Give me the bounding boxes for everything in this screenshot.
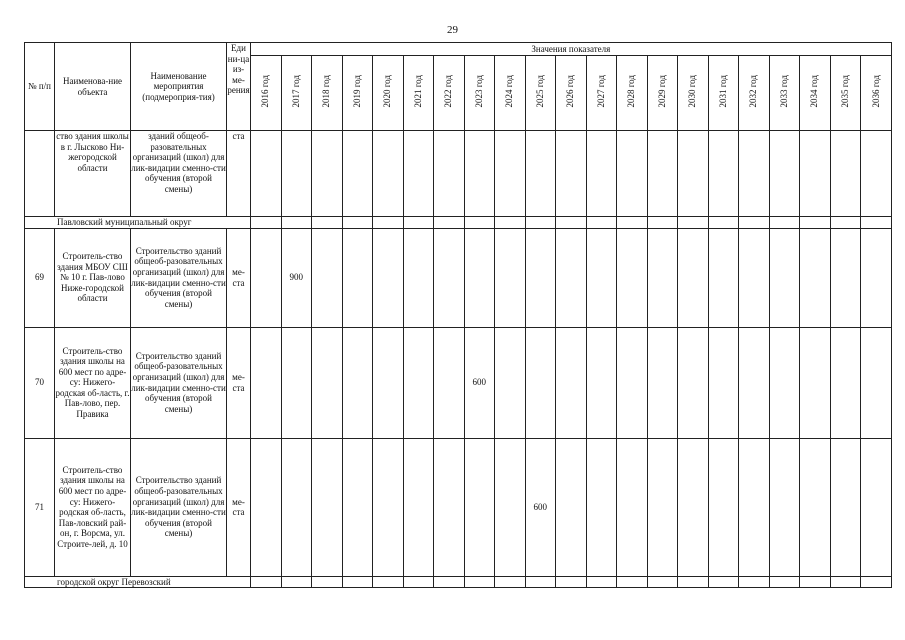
row-value	[556, 228, 587, 327]
row-value	[586, 131, 617, 217]
section-empty-cell	[312, 576, 343, 588]
row-value	[342, 131, 373, 217]
section-empty-cell	[586, 217, 617, 229]
section-empty-cell	[373, 576, 404, 588]
header-year	[281, 56, 312, 131]
section-empty-cell	[403, 217, 434, 229]
row-value	[647, 228, 678, 327]
row-value	[861, 131, 892, 217]
row-value: 900	[281, 228, 312, 327]
row-value	[495, 131, 526, 217]
row-value	[434, 228, 465, 327]
row-value	[495, 438, 526, 576]
row-unit: ме-ста	[227, 438, 251, 576]
row-num: 70	[25, 327, 55, 438]
row-value	[403, 131, 434, 217]
row-value	[464, 131, 495, 217]
header-year-label: 2020 год	[382, 75, 393, 108]
header-year	[525, 56, 556, 131]
header-year-label: 2027 год	[595, 75, 606, 108]
row-value	[251, 228, 282, 327]
section-empty-cell	[739, 217, 770, 229]
row-event: зданий общеоб-разовательных организаций (школ) для лик-видации сменно-сти обучения (второй смены)	[131, 131, 227, 217]
table-row	[25, 228, 892, 327]
row-value	[464, 228, 495, 327]
row-value	[830, 131, 861, 217]
row-value	[556, 438, 587, 576]
section-empty-cell	[464, 576, 495, 588]
section-empty-cell	[373, 217, 404, 229]
header-year	[739, 56, 770, 131]
section-empty-cell	[708, 217, 739, 229]
row-value	[617, 131, 648, 217]
row-value	[708, 228, 739, 327]
row-value	[800, 438, 831, 576]
header-year-label: 2025 год	[534, 75, 545, 108]
row-unit: ме-ста	[227, 327, 251, 438]
section-empty-cell	[464, 217, 495, 229]
row-value	[373, 228, 404, 327]
header-year-label: 2031 год	[717, 75, 728, 108]
row-value	[342, 438, 373, 576]
row-value	[678, 438, 709, 576]
row-value	[830, 438, 861, 576]
header-year-label: 2016 год	[260, 75, 271, 108]
header-year	[373, 56, 404, 131]
section-empty-cell	[495, 576, 526, 588]
header-object: Наименова-ние объекта	[55, 43, 131, 131]
header-year-label: 2029 год	[656, 75, 667, 108]
header-year-label: 2033 год	[778, 75, 789, 108]
header-year	[556, 56, 587, 131]
section-empty-cell	[251, 576, 282, 588]
section-empty-cell	[434, 576, 465, 588]
section-row-pavlovsky	[25, 217, 892, 229]
section-empty-cell	[403, 576, 434, 588]
header-year	[312, 56, 343, 131]
section-empty-cell	[708, 576, 739, 588]
row-value	[373, 131, 404, 217]
row-value	[678, 327, 709, 438]
header-year	[861, 56, 892, 131]
section-empty-cell	[251, 217, 282, 229]
header-year-label: 2022 год	[443, 75, 454, 108]
header-year	[342, 56, 373, 131]
row-value	[586, 327, 617, 438]
row-value	[708, 327, 739, 438]
header-year-label: 2021 год	[412, 75, 423, 108]
row-value	[647, 327, 678, 438]
row-value	[403, 438, 434, 576]
header-year-label: 2030 год	[687, 75, 698, 108]
row-value	[403, 327, 434, 438]
row-value	[708, 131, 739, 217]
section-empty-cell	[617, 217, 648, 229]
section-empty-cell	[830, 576, 861, 588]
row-unit: ме-ста	[227, 228, 251, 327]
row-value	[434, 327, 465, 438]
row-num	[25, 131, 55, 217]
row-value	[525, 131, 556, 217]
row-value	[556, 131, 587, 217]
header-year-label: 2024 год	[504, 75, 515, 108]
section-empty-cell	[281, 217, 312, 229]
row-value	[281, 438, 312, 576]
row-value	[312, 438, 343, 576]
section-row-perevozsky	[25, 576, 892, 588]
section-empty-cell	[556, 576, 587, 588]
row-value	[800, 228, 831, 327]
row-value	[251, 438, 282, 576]
row-value	[373, 438, 404, 576]
header-year	[678, 56, 709, 131]
row-value	[769, 438, 800, 576]
row-value	[617, 228, 648, 327]
row-value	[830, 327, 861, 438]
row-value	[525, 228, 556, 327]
row-value	[769, 131, 800, 217]
table-row	[25, 438, 892, 576]
row-value	[434, 438, 465, 576]
row-value	[739, 438, 770, 576]
section-empty-cell	[830, 217, 861, 229]
indicator-table	[24, 42, 892, 588]
row-value	[739, 131, 770, 217]
row-value	[800, 131, 831, 217]
row-value	[342, 327, 373, 438]
row-object: Строитель-ство здания МБОУ СШ № 10 г. Пав-лово Ниже-городской области	[55, 228, 131, 327]
section-empty-cell	[525, 576, 556, 588]
section-empty-cell	[769, 576, 800, 588]
section-empty-cell	[647, 576, 678, 588]
row-object: ство здания школы в г. Лысково Ни-жегородской области	[55, 131, 131, 217]
row-value	[373, 327, 404, 438]
header-year	[769, 56, 800, 131]
section-empty-cell	[525, 217, 556, 229]
row-value	[251, 327, 282, 438]
row-value	[312, 327, 343, 438]
section-empty-cell	[617, 576, 648, 588]
header-year	[708, 56, 739, 131]
page-number: 29	[447, 24, 458, 36]
header-year	[647, 56, 678, 131]
section-title: городской округ Перевозский	[25, 576, 251, 588]
row-value	[647, 438, 678, 576]
header-year-label: 2028 год	[626, 75, 637, 108]
row-value	[708, 438, 739, 576]
row-value	[312, 228, 343, 327]
header-year-label: 2017 год	[290, 75, 301, 108]
row-value	[342, 228, 373, 327]
header-unit: Еди ни-ца из-ме-рения	[227, 43, 251, 131]
header-year-label: 2034 год	[809, 75, 820, 108]
row-value	[617, 327, 648, 438]
header-year	[800, 56, 831, 131]
row-value	[251, 131, 282, 217]
row-value	[281, 327, 312, 438]
row-value	[617, 438, 648, 576]
row-value: 600	[464, 327, 495, 438]
row-value	[434, 131, 465, 217]
section-empty-cell	[342, 217, 373, 229]
row-value	[678, 228, 709, 327]
section-empty-cell	[861, 576, 892, 588]
row-value	[312, 131, 343, 217]
row-value	[647, 131, 678, 217]
section-empty-cell	[800, 217, 831, 229]
header-year	[586, 56, 617, 131]
header-year-label: 2019 год	[351, 75, 362, 108]
row-value	[525, 327, 556, 438]
section-empty-cell	[769, 217, 800, 229]
row-num: 69	[25, 228, 55, 327]
header-year	[464, 56, 495, 131]
section-empty-cell	[342, 576, 373, 588]
header-year-label: 2026 год	[565, 75, 576, 108]
row-value	[769, 327, 800, 438]
row-value	[495, 327, 526, 438]
section-empty-cell	[495, 217, 526, 229]
header-row-1	[25, 43, 892, 56]
row-event: Строительство зданий общеоб-разовательных организаций (школ) для лик-видации сменно-сти обучения (второй смены)	[131, 327, 227, 438]
row-event: Строительство зданий общеоб-разовательных организаций (школ) для лик-видации сменно-сти обучения (второй смены)	[131, 438, 227, 576]
row-object: Строитель-ство здания школы на 600 мест по адре-су: Нижего-родская об-ласть, Пав-ловский рай-он, г. Ворсма, ул. Строите-лей, д. 10	[55, 438, 131, 576]
section-empty-cell	[861, 217, 892, 229]
section-empty-cell	[434, 217, 465, 229]
row-event: Строительство зданий общеоб-разовательных организаций (школ) для лик-видации сменно-сти обучения (второй смены)	[131, 228, 227, 327]
section-empty-cell	[800, 576, 831, 588]
header-values: Значения показателя	[251, 43, 892, 56]
row-value	[861, 228, 892, 327]
section-empty-cell	[647, 217, 678, 229]
row-value: 600	[525, 438, 556, 576]
header-year-label: 2023 год	[473, 75, 484, 108]
table-row	[25, 327, 892, 438]
section-empty-cell	[739, 576, 770, 588]
row-value	[678, 131, 709, 217]
header-event: Наименование мероприятия (подмероприя-тия)	[131, 43, 227, 131]
row-value	[739, 327, 770, 438]
continuation-row	[25, 131, 892, 217]
header-year	[495, 56, 526, 131]
header-year	[434, 56, 465, 131]
header-num: № п/п	[25, 43, 55, 131]
row-value	[281, 131, 312, 217]
row-value	[464, 438, 495, 576]
header-year	[403, 56, 434, 131]
section-empty-cell	[312, 217, 343, 229]
row-value	[739, 228, 770, 327]
row-value	[861, 438, 892, 576]
row-value	[403, 228, 434, 327]
header-year-label: 2018 год	[321, 75, 332, 108]
header-year-label: 2032 год	[748, 75, 759, 108]
section-empty-cell	[586, 576, 617, 588]
section-title: Павловский муниципальный округ	[25, 217, 251, 229]
header-year	[617, 56, 648, 131]
row-value	[556, 327, 587, 438]
row-value	[495, 228, 526, 327]
header-year-label: 2035 год	[839, 75, 850, 108]
section-empty-cell	[281, 576, 312, 588]
header-year-label: 2036 год	[870, 75, 881, 108]
row-value	[830, 228, 861, 327]
row-value	[586, 438, 617, 576]
section-empty-cell	[678, 217, 709, 229]
row-value	[769, 228, 800, 327]
header-year	[830, 56, 861, 131]
section-empty-cell	[678, 576, 709, 588]
row-unit: ста	[227, 131, 251, 217]
row-value	[861, 327, 892, 438]
section-empty-cell	[556, 217, 587, 229]
header-year	[251, 56, 282, 131]
row-value	[586, 228, 617, 327]
row-num: 71	[25, 438, 55, 576]
row-value	[800, 327, 831, 438]
row-object: Строитель-ство здания школы на 600 мест по адре-су: Нижего-родская об-ласть, г. Пав-лово, пер. Правика	[55, 327, 131, 438]
